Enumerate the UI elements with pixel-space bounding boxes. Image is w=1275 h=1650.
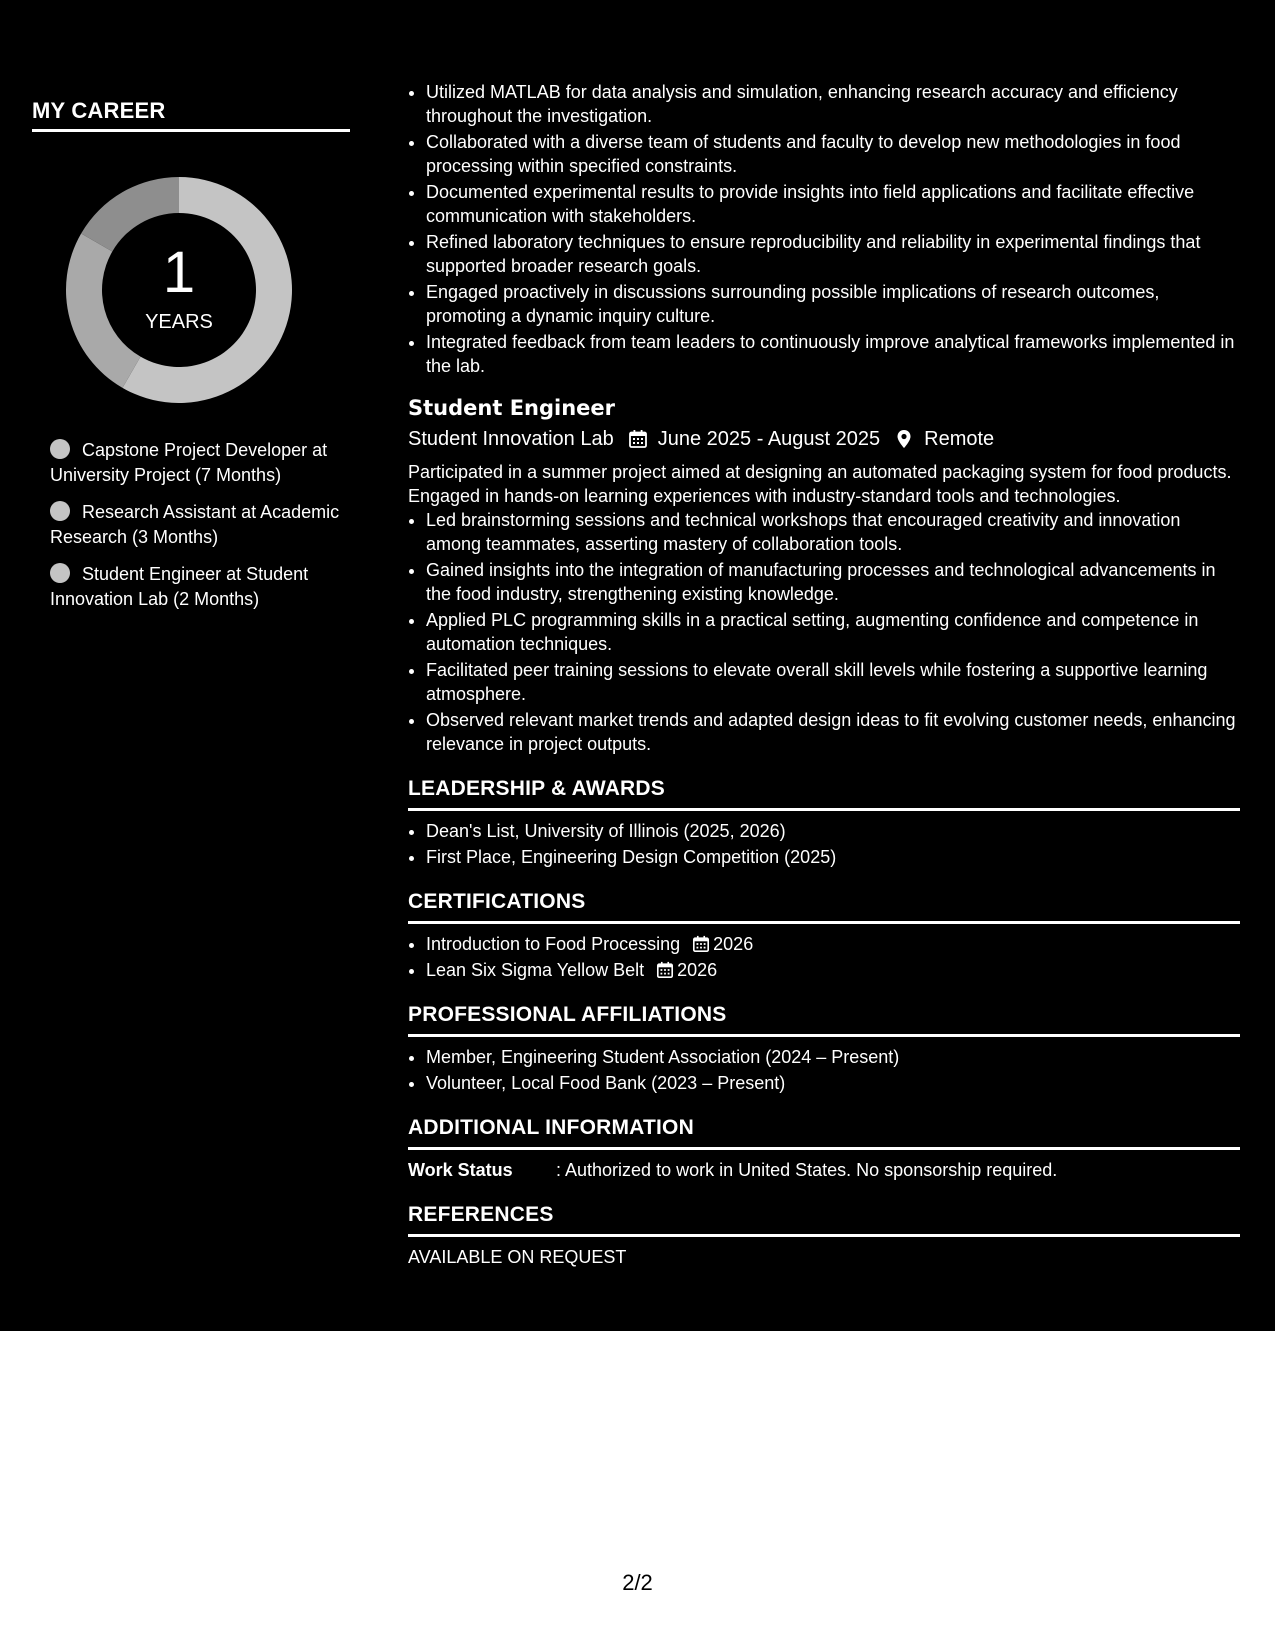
affiliation-item: • Volunteer, Local Food Bank (2023 – Present) [426,1071,1240,1095]
leadership-item: • Dean's List, University of Illinois (2025, 2026) [426,819,1240,843]
bullet-item: • Applied PLC programming skills in a practical setting, augmenting confidence and competence in automation techniques. [426,608,1240,656]
career-item [50,562,340,612]
certification-year: 2026 [677,960,718,980]
donut-years-label: YEARS [145,311,213,333]
career-list [50,438,340,624]
bullet-item: • Observed relevant market trends and adapted design ideas to fit evolving customer needs, enhancing relevance in project outputs. [426,708,1240,756]
work-status-key: Work Status [408,1160,513,1180]
job-company: Student Innovation Lab [408,428,614,450]
career-title: MY CAREER [32,98,166,123]
certifications-section-title: CERTIFICATIONS [408,890,586,913]
certification-name: Lean Six Sigma Yellow Belt [426,960,645,980]
section-rule [408,1234,1240,1237]
career-item-text: Research Assistant at Academic Research (3 Months) [50,502,340,547]
donut-years-number: 1 [162,240,196,305]
job-dates: June 2025 - August 2025 [657,428,881,450]
certification-year: 2026 [713,934,754,954]
leadership-list [408,819,1240,869]
main-content [408,80,1240,1269]
leadership-item: • First Place, Engineering Design Competition (2025) [426,845,1240,869]
work-status-value: : Authorized to work in United States. No sponsorship required. [556,1160,1058,1180]
career-dot-icon [50,501,70,521]
affiliations-list [408,1045,1240,1095]
bullet-item: • Integrated feedback from team leaders to continuously improve analytical frameworks implemented in the lab. [426,330,1240,378]
section-rule [408,1147,1240,1150]
certification-item [426,932,1240,956]
references-section-title: REFERENCES [408,1203,554,1226]
section-rule [408,808,1240,811]
career-dot-icon [50,439,70,459]
section-rule [408,1034,1240,1037]
bullet-item: • Collaborated with a diverse team of students and faculty to develop new methodologies in food processing within specified constraints. [426,130,1240,178]
job-description: Participated in a summer project aimed at designing an automated packaging system for food products. Engaged in hands-on learning experiences with industry-standard tools and technologies. [408,462,1232,506]
job-meta [408,425,1240,453]
calendar-icon [656,961,674,979]
bullet-item: • Documented experimental results to provide insights into field applications and facilitate effective communication with stakeholders. [426,180,1240,228]
bullet-item: • Refined laboratory techniques to ensure reproducibility and reliability in experimental findings that supported broader research goals. [426,230,1240,278]
sidebar [0,0,380,1331]
career-item [50,438,340,488]
career-donut-chart [66,177,292,403]
career-item-text: Student Engineer at Student Innovation Lab (2 Months) [50,564,309,609]
job-title: Student Engineer [408,396,616,420]
career-title-rule [32,129,350,132]
career-dot-icon [50,563,70,583]
references-text: AVAILABLE ON REQUEST [408,1247,627,1267]
calendar-icon [628,429,648,449]
bullet-item: • Led brainstorming sessions and technical workshops that encouraged creativity and innovation among teammates, asserting mastery of collaboration tools. [426,508,1240,556]
job-location: Remote [924,428,995,450]
donut-center [66,177,292,403]
career-item-text: Capstone Project Developer at University Project (7 Months) [50,440,328,485]
location-pin-icon [894,429,914,449]
research-bullets [408,80,1240,378]
bullet-item: • Facilitated peer training sessions to elevate overall skill levels while fostering a supportive learning atmosphere. [426,658,1240,706]
work-status-row [408,1158,1240,1182]
job-bullets [408,508,1240,756]
bullet-item: • Engaged proactively in discussions surrounding possible implications of research outcomes, promoting a dynamic inquiry culture. [426,280,1240,328]
career-item [50,500,340,550]
section-rule [408,921,1240,924]
certification-item [426,958,1240,982]
page-number: 2/2 [622,1570,653,1595]
affiliation-item: • Member, Engineering Student Association (2024 – Present) [426,1045,1240,1069]
calendar-icon [692,935,710,953]
bullet-item: • Gained insights into the integration of manufacturing processes and technological advancements in the food industry, strengthening existing knowledge. [426,558,1240,606]
certifications-list [408,932,1240,982]
leadership-section-title: LEADERSHIP & AWARDS [408,777,665,800]
additional-section-title: ADDITIONAL INFORMATION [408,1116,694,1139]
affiliations-section-title: PROFESSIONAL AFFILIATIONS [408,1003,727,1026]
certification-name: Introduction to Food Processing [426,934,681,954]
bullet-item: • Utilized MATLAB for data analysis and simulation, enhancing research accuracy and efficiency throughout the investigation. [426,80,1240,128]
